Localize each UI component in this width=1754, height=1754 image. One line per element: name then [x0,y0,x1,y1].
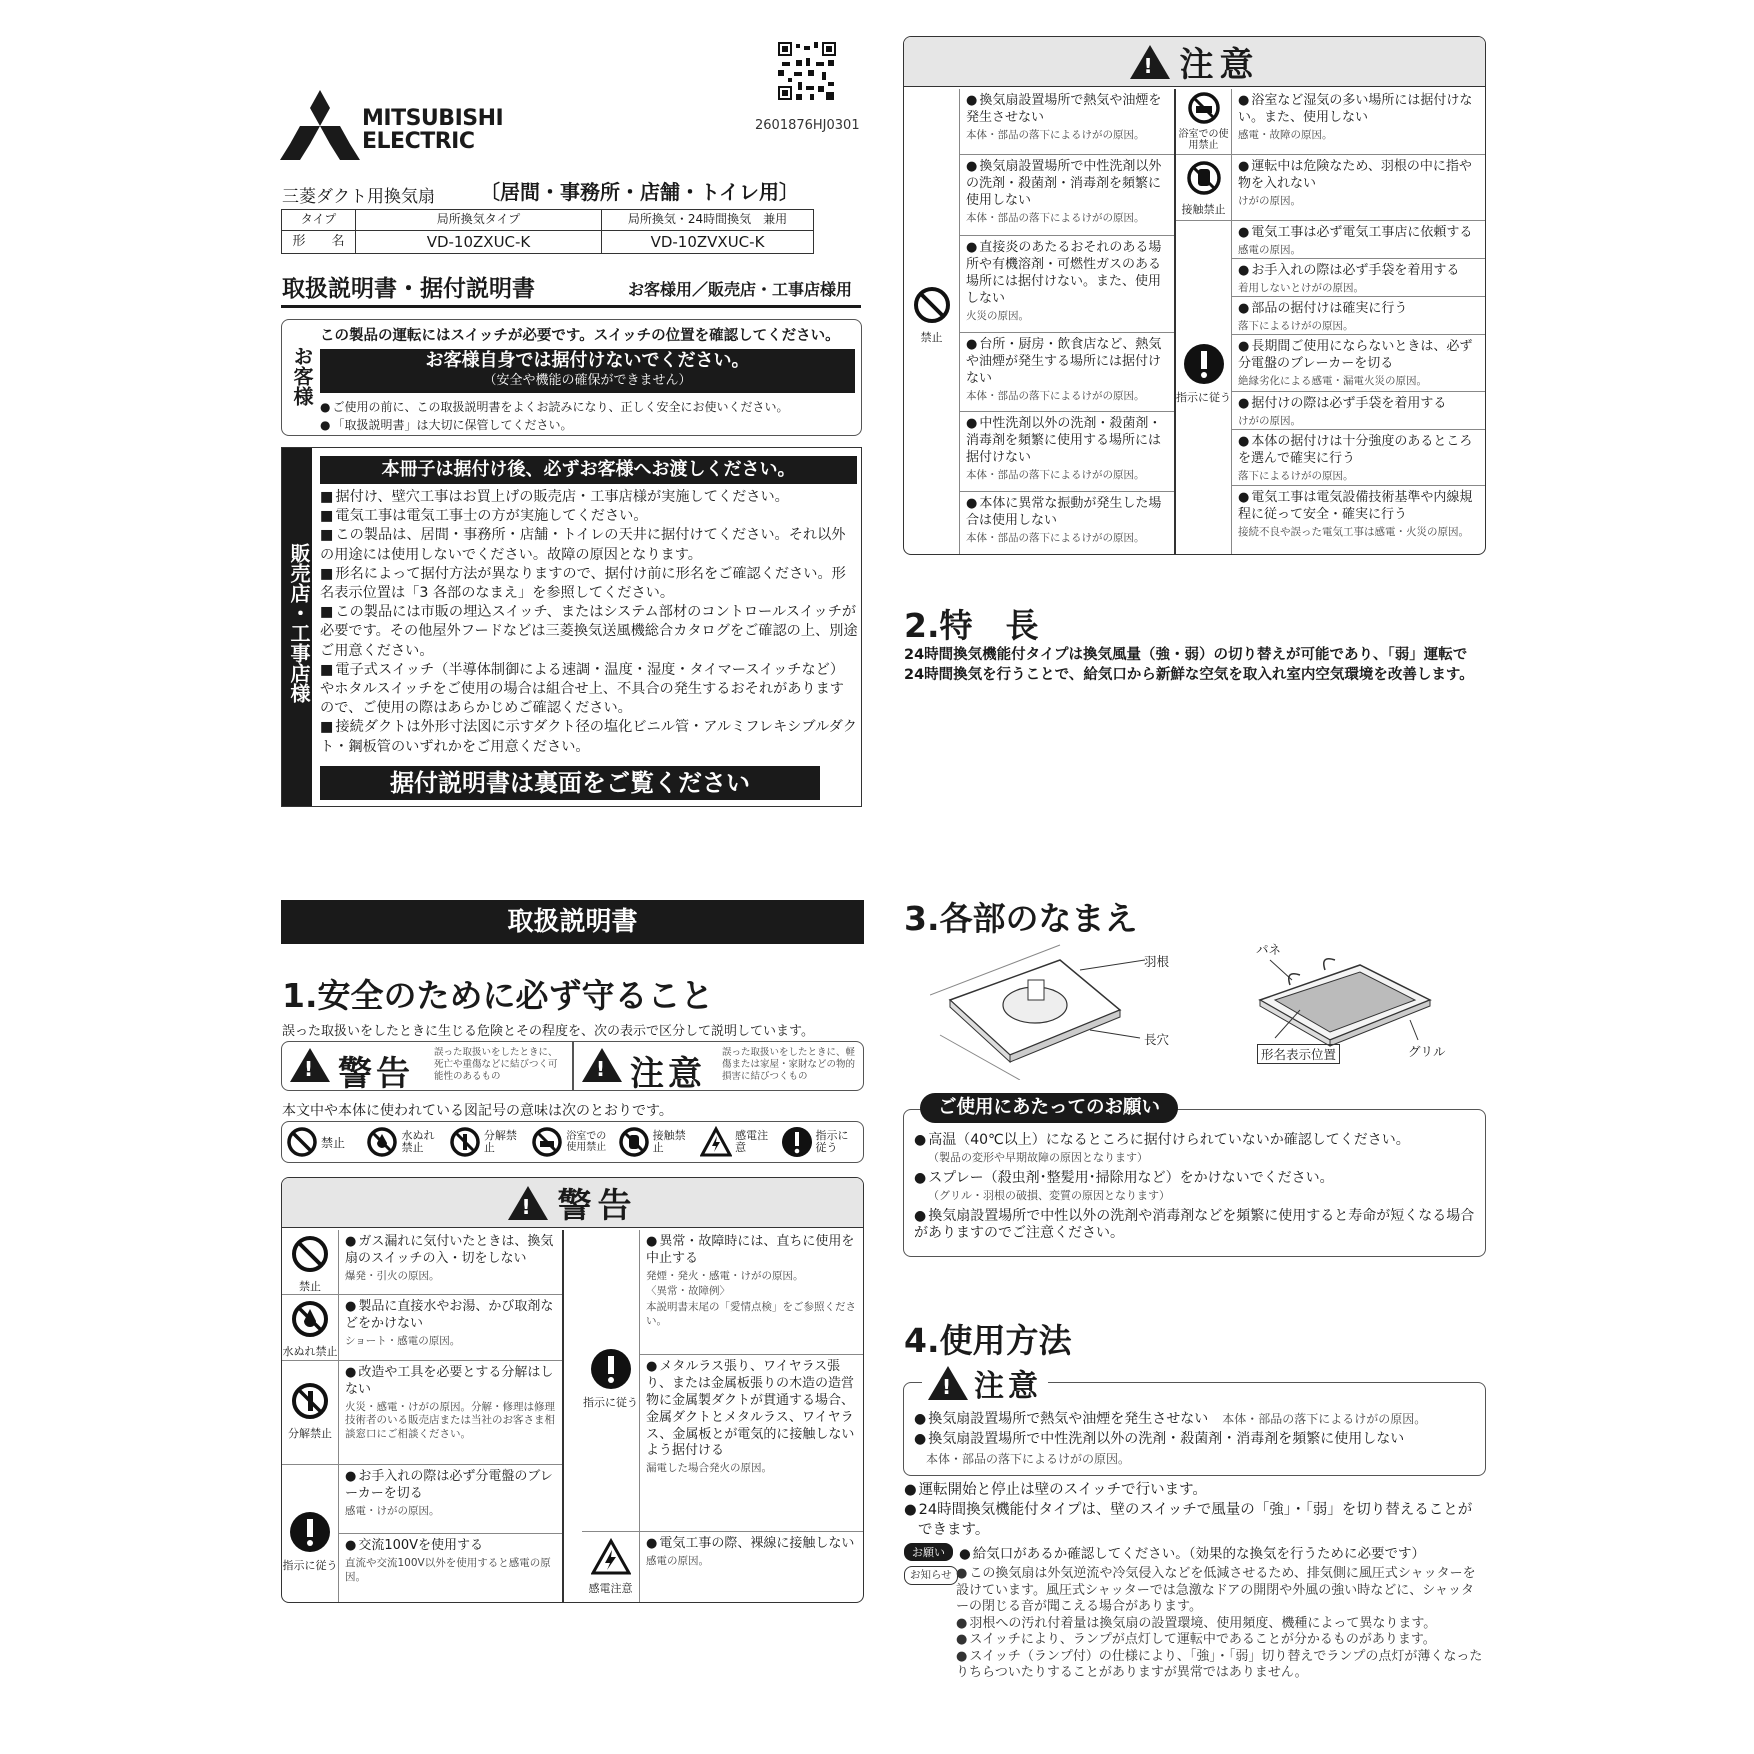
request-item: ● 換気扇設置場所で中性以外の洗剤や消毒剤などを頻繁に使用すると寿命が短くなる場合がありますのでご注意ください。 [914,1208,1479,1242]
caution-triangle-icon: ! [1130,45,1170,79]
oshirase-item: ● この換気扇は外気逆流や冷気侵入などを低減させるため、排気側に風圧式シャッターを設けています。風圧式シャッターでは急激なドアの開閉や外風の強い時などに、シャッターの閉じる音が聞こえる場合があります。 [956,1566,1486,1616]
doc-code: 2601876HJ0301 [755,118,860,133]
no-water-icon [290,1299,330,1339]
customer-note-2: ● 「取扱説明書」は大切に保管してください。 [320,416,573,433]
symbol-legend: 禁止 水ぬれ禁止 分解禁止 浴室での使用禁止 接触禁止 感電注意 指示に従う [281,1121,864,1163]
no-touch-icon [1185,159,1223,197]
onegai-tag: お願い [904,1543,953,1561]
customer-switch-note: この製品の運転にはスイッチが必要です。スイッチの位置を確認してください。 [320,328,840,344]
no-disassembly-icon [449,1126,481,1158]
mandatory-icon [781,1126,813,1158]
electric-shock-icon [591,1538,631,1576]
onegai-row [904,1542,1425,1562]
section3-title: 3.各部のなまえ [904,899,1138,938]
warning-table-title: 警告 [557,1186,638,1226]
dealer-item: ■ この製品は、居間・事務所・店舗・トイレの天井に据付けてください。それ以外の用途には使用しないでください。故障の原因となります。 [320,526,858,564]
label-hane: 羽根 [1144,954,1170,969]
request-item: ● スプレー（殺虫剤･整髪用･掃除用など）をかけないでください。 [914,1170,1479,1187]
oshirase-item: ● スイッチ（ランプ付）の仕様により、「強」・「弱」切り替えでランプの点灯が薄くなったりちらついたりすることがありますが異常ではありません。 [956,1649,1486,1682]
usage-2: ● 24時間換気機能付タイプは、壁のスイッチで風量の「強」・「弱」を切り替えることができます。 [904,1500,1486,1540]
qr-code [778,42,836,100]
no-touch-icon [618,1126,650,1158]
label-grill: グリル [1408,1044,1446,1059]
oshirase-item: ● 羽根への汚れ付着量は換気扇の設置環境、使用頻度、機種によって異なります。 [956,1616,1486,1633]
mandatory-icon [289,1511,331,1553]
warning-triangle-icon: ! [508,1186,548,1220]
parts-diagram [930,940,1470,1080]
prohibition-icon [286,1126,318,1158]
no-disassembly-icon [290,1381,330,1421]
usage-caution-box: ! 注意 ● 換気扇設置場所で熱気や油煙を発生させない 本体・部品の落下によるけがの原因。 ● 換気扇設置場所で中性洗剤以外の洗剤・殺菌剤・消毒剤を頻繁に使用しない 本体・部品の落下によるけがの原因。 [903,1382,1486,1476]
product-name: 三菱ダクト用換気扇 [282,187,435,207]
usage-requests-title: ご使用にあたってのお願い [920,1093,1178,1123]
product-usage: 〔居間・事務所・店舗・トイレ用〕 [480,180,799,204]
warning-desc: 誤った取扱いをしたときに、死亡や重傷などに結びつく可能性のあるもの [434,1047,558,1082]
section1-title: 1.安全のために必ず守ること [282,976,714,1015]
customer-side-label: お客様 [290,346,314,406]
oshirase-item: ● スイッチにより、ランプが点灯して運転中であることが分かるものがあります。 [956,1632,1486,1649]
dealer-notice-box [281,447,862,807]
prohibition-icon [290,1234,330,1274]
label-choana: 長穴 [1144,1032,1170,1047]
caution-desc: 誤った取扱いをしたときに、軽傷または家屋・家財などの物的損害に結びつくもの [722,1047,856,1082]
label-pane: パネ [1256,942,1282,957]
caution-triangle-icon: ! [582,1048,622,1082]
oshirase-block [904,1566,1486,1682]
model-row-header: 形 名 [282,231,356,253]
manual-audience: お客様用／販売店・工事店様用 [628,280,853,299]
dealer-side-label: 販売店・工事店様 [287,543,311,703]
dealer-item: ■ 接続ダクトは外形寸法図に示すダクト径の塩化ビニル管・アルミフレキシブルダクト・鋼板管のいずれかをご用意ください。 [320,718,858,756]
model-table [281,209,814,254]
usage-caution-title: 注意 [974,1369,1042,1404]
model-1: VD-10ZXUC-K [356,231,602,253]
symbol-intro: 本文中や本体に使われている図記号の意味は次のとおりです。 [282,1103,673,1119]
manual-section-header: 取扱説明書 [281,900,864,944]
dealer-item: ■ この製品には市販の埋込スイッチ、またはシステム部材のコントロールスイッチが必要です。その他屋外フードなどは三菱換気送風機総合カタログをご確認の上、別途ご用意ください。 [320,603,858,661]
dealer-banner: 本冊子は据付け後、必ずお客様へお渡しください。 [320,456,857,484]
electric-shock-icon [700,1126,732,1158]
dealer-item: ■ 電気工事は電気工事士の方が実施してください。 [320,507,858,526]
warning-label: 警告 [338,1054,414,1094]
type-col1-header: 局所換気タイプ [356,210,602,230]
type-header: タイプ [282,210,356,230]
no-bathroom-use-icon [531,1126,563,1158]
warning-triangle-icon: ! [290,1048,330,1082]
label-model-position: 形名表示位置 [1257,1044,1340,1064]
onegai-text: ● 給気口があるか確認してください。（効果的な換気を行うために必要です） [959,1542,1425,1562]
caution-table: ! 注意 禁止 ● 換気扇設置場所で熱気や油煙を発生させない 本体・部品の落下によるけがの原因。 ● 換気扇設置場所で中性洗剤以外の洗剤・殺菌剤・消毒剤を頻繁に使用しない 本体・部品の落下によるけがの原因。 ● 直接炎のあたるおそれのある場所や有機溶剤・可燃性ガスのある場所には据付けない。また、使用しない 火災の原因。 ● 台所・厨房・飲食店など、熱気や油煙が発生する場所には据付けない 本体・部品の落下によるけがの原因。 ● 中性洗剤以外の洗剤・殺菌剤・消毒剤を頻繁に使用する場所には据付けない 本体・部品の落下によるけがの原因。 ● 本体に異常な振動が発生した場合は使用しない 本体・部品の落下によるけがの原因。 浴室での使用禁止 ● 浴室など湿気の多い場所には据付けない。また、使用しない 感電・故障の原因。 接触禁止 ● 運転中は危険なため、羽根の中に指や物を入れない けがの原因。 指示に従う ● 電気工事は必ず電気工事店に依頼する 感電の原因。 ● お手入れの際は必ず手袋を着用する 着用しないとけがの原因。 ● 部品の据付けは確実に行う 落下によるけがの原因。 ● 長期間ご使用にならないときは、必ず分電盤のブレーカーを切る 絶縁劣化による感電・漏電火災の原因。 ● 据付けの際は必ず手袋を着用する けがの原因。 ● 本体の据付けは十分強度のあるところを選んで確実に行う 落下によるけがの原因。 ● 電気工事は電気設備技術基準や内線規程に従って安全・確実に行う 接続不良や誤った電気工事は感電・火災の原因。 [903,36,1486,555]
model-2: VD-10ZVXUC-K [650,233,765,251]
fan-body-illustration [930,940,1470,1080]
three-diamonds-icon [280,90,360,160]
caution-triangle-icon: ! [928,1366,968,1400]
level-legend [281,1041,864,1094]
section2-body: 24時間換気機能付タイプは換気風量（強・弱）の切り替えが可能であり、「弱」運転で24時間換気を行うことで、給気口から新鮮な空気を取入れ室内空気環境を改善します。 [904,647,1474,683]
dealer-footer-banner: 据付説明書は裏面をご覧ください [320,766,820,800]
manual-title: 取扱説明書・据付説明書 [282,276,535,302]
dealer-item: ■ 据付け、壁穴工事はお買上げの販売店・工事店様が実施してください。 [320,488,858,507]
warning-table: ! 警告 禁止 ● ガス漏れに気付いたときは、換気扇のスイッチの入・切をしない 爆発・引火の原因。 水ぬれ禁止 ● 製品に直接水やお湯、かび取剤などをかけない ショート・感電の原因。 分解禁止 ● 改造や工具を必要とする分解はしない 火災・感電・けがの原因。分解・修理は修理技術者のいる販売店または当社のお客さま相談窓口にご相談ください。 指示に従う ● お手入れの際は必ず分電盤のブレーカーを切る 感電・けがの原因。 ● 交流100Vを使用する 直流や交流100V以外を使用すると感電の原因。 指示に従う ● 異常・故障時には、直ちに使用を中止する 発煙・発火・感電・けがの原因。 〈異常・故障例〉 本説明書末尾の「愛情点検」をご参照ください。 ● メタルラス張り、ワイヤラス張り、または金属板張りの木造の造営物に金属製ダクトが貫通する場合、金属ダクトとメタルラス、ワイヤラス、金属板とが電気的に接触しないよう据付ける 漏電した場合発火の原因。 感電注意 ● 電気工事の際、裸線に接触しない 感電の原因。 [281,1177,864,1603]
mandatory-icon [1183,343,1225,385]
section4-title: 4.使用方法 [904,1321,1072,1360]
dealer-item: ■ 形名によって据付方法が異なりますので、据付け前に形名をご確認ください。形名表示位置は「3 各部のなまえ」を参照してください。 [320,565,858,603]
customer-note-1: ● ご使用の前に、この取扱説明書をよくお読みになり、正しく安全にお使いください。 [320,398,789,415]
dealer-items [320,488,858,757]
customer-notice-box [281,319,862,436]
section1-intro: 誤った取扱いをしたときに生じる危険とその程度を、次の表示で区分して説明しています。 [282,1024,814,1039]
no-water-icon [366,1126,398,1158]
type-col2-header: 局所換気・24時間換気 兼用 [627,212,788,226]
no-bathroom-use-icon [1187,91,1221,125]
brand-logo [280,90,360,160]
usage-requests-box: ご使用にあたってのお願い ● 高温（40℃以上）になるところに据付けられていないか確認してください。 （製品の変形や早期故障の原因となります） ● スプレー（殺虫剤･整髪用･掃除用など）をかけないでください。 （グリル・羽根の破損、変質の原因となります） ● 換気扇設置場所で中性以外の洗剤や消毒剤などを頻繁に使用すると寿命が短くなる場合がありますのでご注意ください。 [903,1109,1486,1257]
dealer-item: ■ 電子式スイッチ（半導体制御による速調・温度・湿度・タイマースイッチなど）やホタルスイッチをご使用の場合は組合せ上、不具合の発生するおそれがありますので、ご使用の際はあらかじめご確認ください。 [320,661,858,719]
brand-name: MITSUBISHI ELECTRIC [362,106,504,154]
caution-label: 注意 [630,1054,706,1094]
request-item: ● 高温（40℃以上）になるところに据付けられていないか確認してください。 [914,1132,1479,1149]
usage-1: ● 運転開始と停止は壁のスイッチで行います。 [904,1480,1486,1500]
section2-title: 2.特 長 [904,606,1039,645]
usage-caution-2: ● 換気扇設置場所で中性洗剤以外の洗剤・殺菌剤・消毒剤を頻繁に使用しない [914,1429,1479,1449]
customer-banner: お客様自身では据付けないでください。 （安全や機能の確保ができません） [320,349,855,393]
mandatory-icon [590,1348,632,1390]
caution-table-title: 注意 [1179,45,1260,85]
usage-caution-1: ● 換気扇設置場所で熱気や油煙を発生させない [914,1411,1208,1427]
oshirase-tag: お知らせ [904,1566,958,1585]
prohibition-icon [912,285,952,325]
